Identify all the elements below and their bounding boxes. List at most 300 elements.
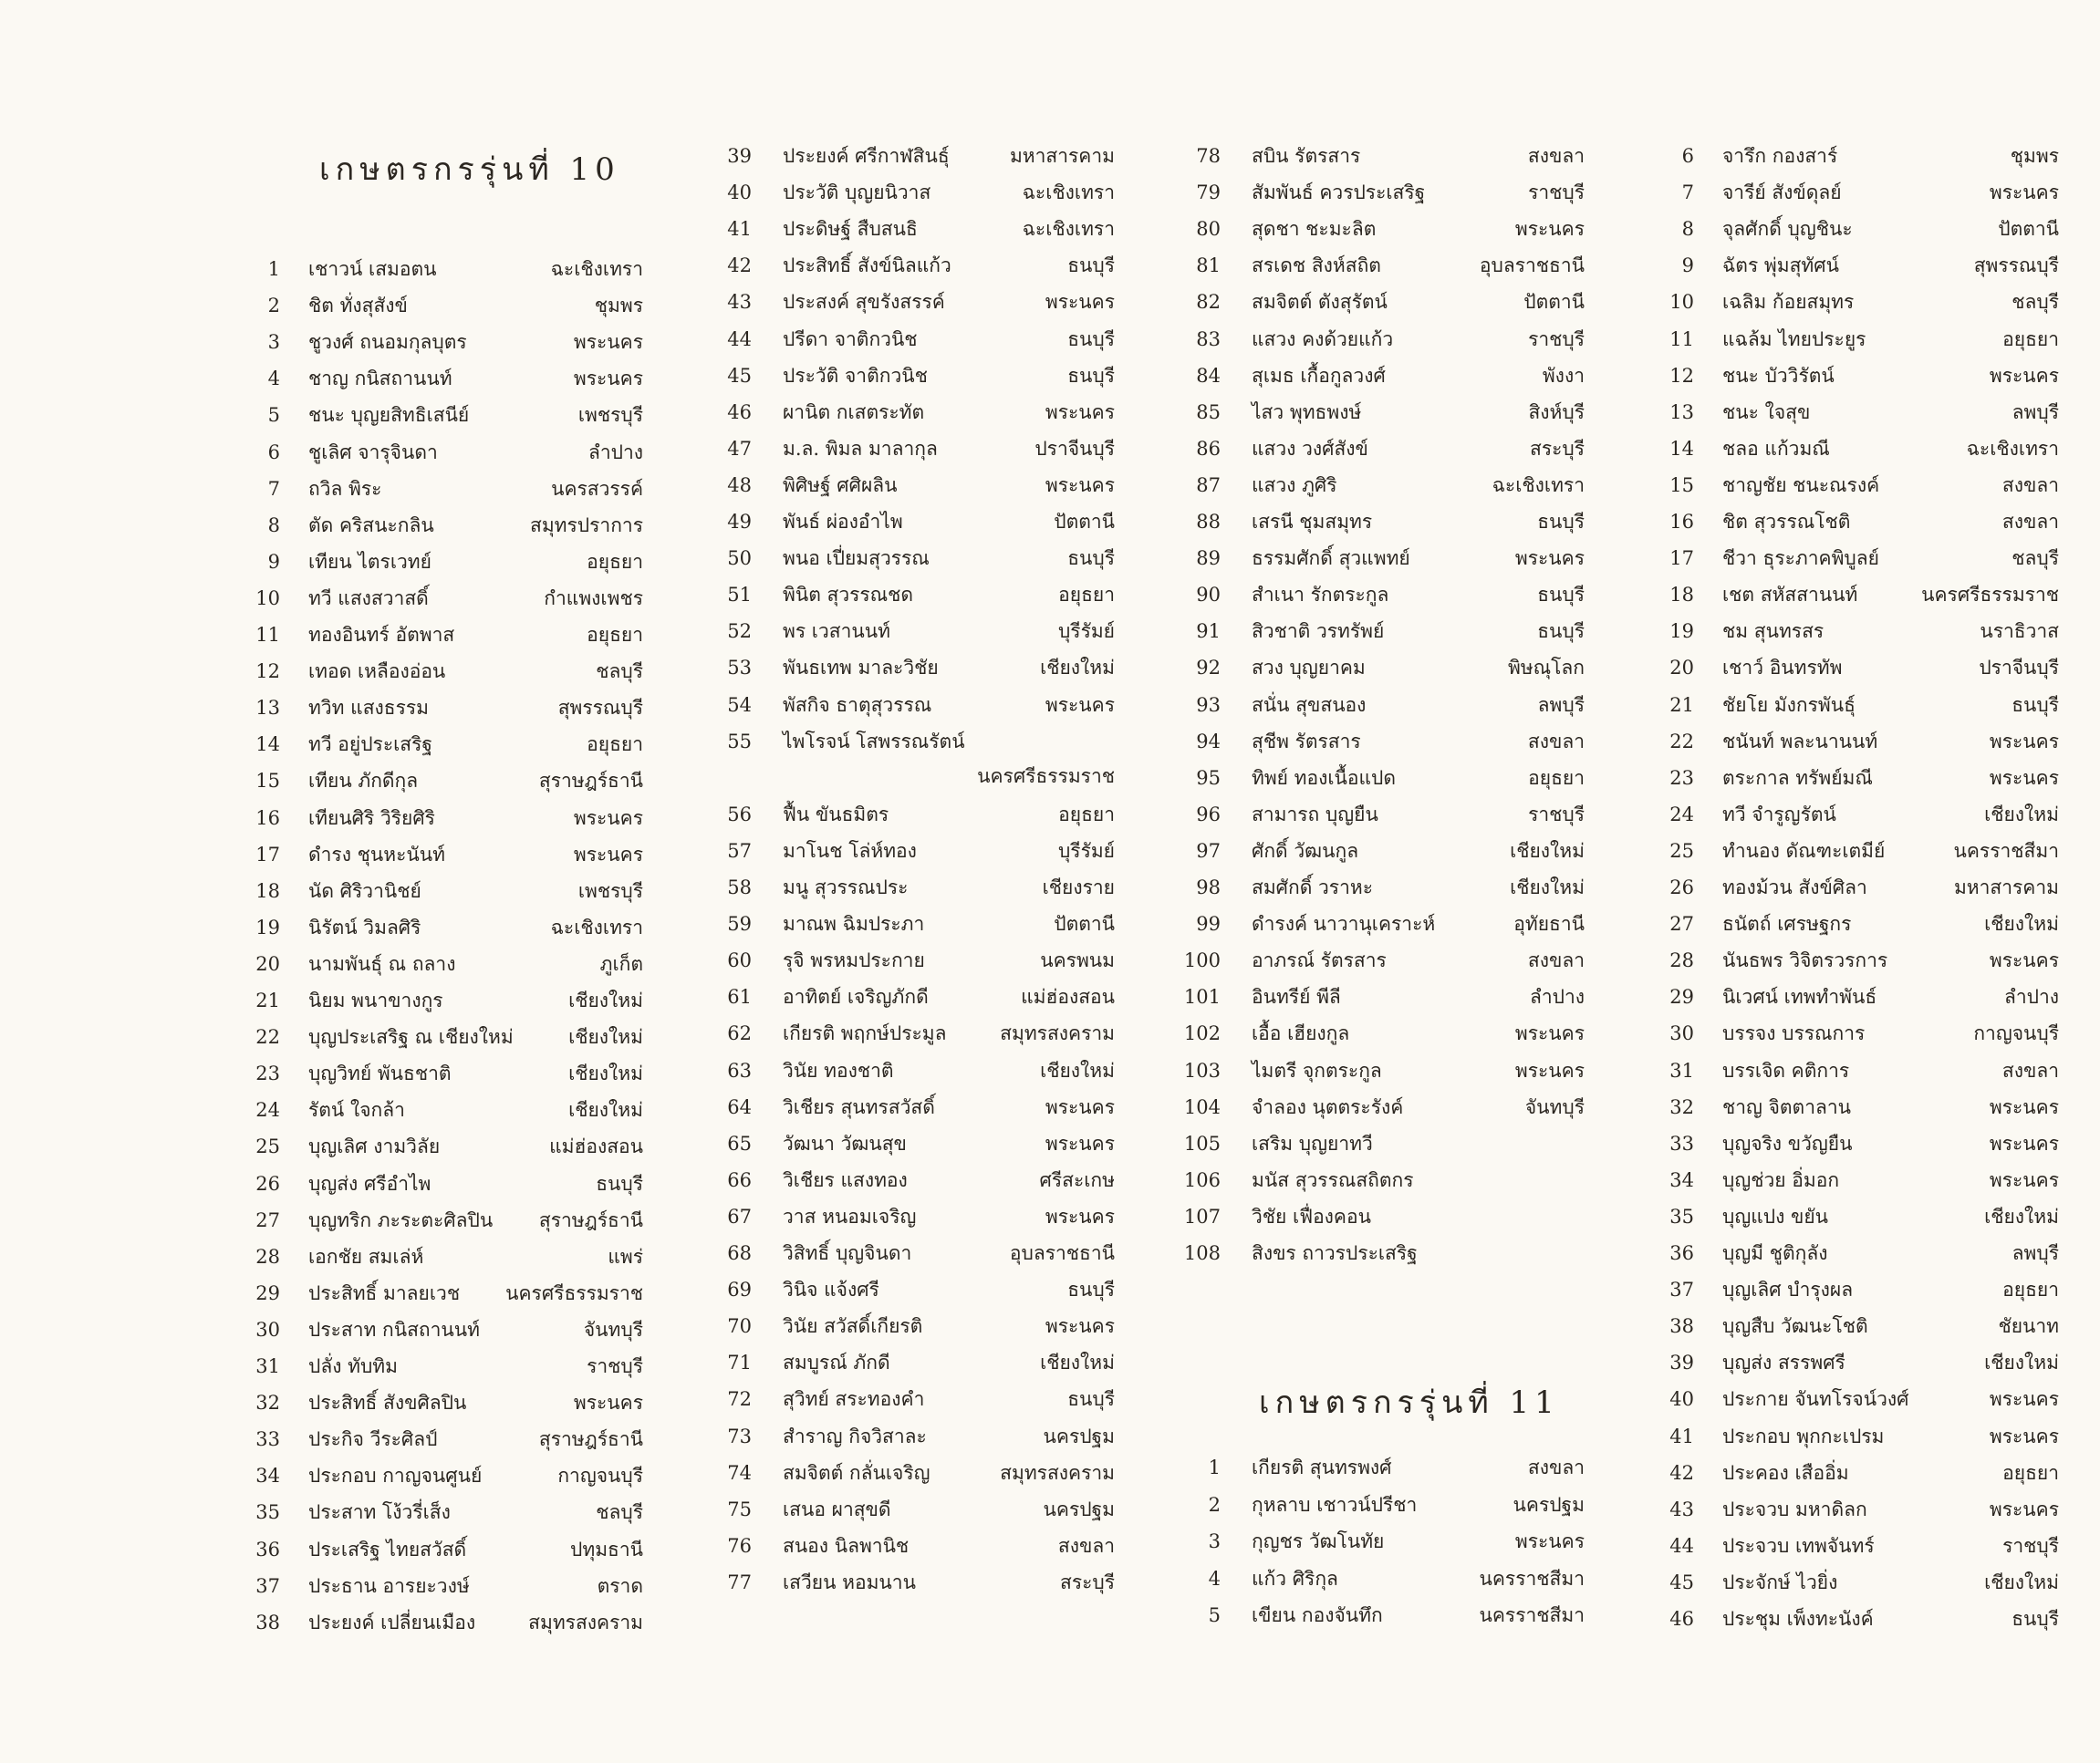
farmer-name: ประกิจ วีระศิลป์	[308, 1428, 438, 1451]
province: ธนบุรี	[1067, 1279, 1115, 1302]
farmer-name: บุญประเสริฐ ณ เชียงใหม่	[308, 1026, 514, 1049]
province: ตราด	[597, 1574, 643, 1597]
entry-number: 22	[255, 1026, 280, 1049]
province: ลำปาง	[1529, 986, 1585, 1009]
farmer-name: ฉัตร พุ่มสุทัศน์	[1722, 254, 1839, 277]
entry-number: 79	[1196, 181, 1221, 204]
farmer-name: เสริม บุญยาทวี	[1252, 1132, 1373, 1155]
province: ปัตตานี	[1998, 218, 2059, 241]
farmer-name: ชาญ จิตตาลาน	[1722, 1095, 1852, 1118]
province: จันทบุรี	[583, 1318, 643, 1341]
province: เชียงใหม่	[1040, 657, 1115, 679]
province: มหาสารคาม	[1009, 145, 1115, 167]
entry-number: 31	[1669, 1059, 1694, 1082]
entry-number: 59	[727, 913, 752, 936]
province: บุรีรัมย์	[1057, 839, 1115, 862]
farmer-name: บุญทริก ภะระตะศิลปิน	[308, 1208, 494, 1231]
farmer-name: เทอด เหลืองอ่อน	[308, 660, 446, 683]
entry-number: 95	[1196, 766, 1221, 789]
province: สุพรรณบุรี	[1973, 254, 2059, 277]
entry-number: 5	[267, 404, 280, 427]
province: ชลบุรี	[2012, 291, 2059, 314]
farmer-name: เอื้อ เฮียงกูล	[1252, 1022, 1350, 1045]
province: อุบลราชธานี	[1009, 1242, 1115, 1264]
entry-number: 107	[1183, 1205, 1221, 1228]
farmer-name: อาภรณ์ รัตรสาร	[1252, 949, 1387, 972]
farmer-name: อาทิตย์ เจริญภักดี	[783, 986, 929, 1009]
farmer-name: ทองอินทร์ อัตพาส	[308, 624, 455, 646]
farmer-name: แสวง วงศ์สังข์	[1252, 437, 1368, 460]
province: ปัตตานี	[1523, 291, 1585, 314]
province: พระนคร	[1045, 473, 1115, 496]
entry-number: 26	[1669, 876, 1694, 898]
entry-number: 4	[1208, 1567, 1221, 1590]
farmer-name: สวง บุญยาคม	[1252, 657, 1366, 679]
entry-number: 55	[727, 730, 752, 752]
entry-number: 16	[255, 806, 280, 829]
province: ธนบุรี	[1067, 254, 1115, 277]
entry-number: 96	[1196, 803, 1221, 825]
entry-number: 4	[267, 368, 280, 390]
province: นครปฐม	[1043, 1498, 1115, 1520]
entry-number: 38	[255, 1611, 280, 1633]
entry-number: 57	[727, 839, 752, 862]
farmer-name: ทวิท แสงธรรม	[308, 697, 429, 720]
province: ปราจีนบุรี	[1979, 657, 2059, 679]
list-item	[0, 614, 2100, 648]
province: อยุธยา	[2002, 1461, 2059, 1484]
farmer-name: ทวี แสงสวาสดิ์	[308, 586, 429, 609]
farmer-name: วิสิทธิ์ บุญจินดา	[783, 1242, 912, 1264]
entry-number: 83	[1196, 327, 1221, 350]
province: พระนคร	[1514, 1059, 1585, 1082]
farmer-name: นัด ศิริวานิชย์	[308, 879, 421, 902]
farmer-name: มาโนช โล่ห์ทอง	[783, 839, 917, 862]
list-item	[0, 1456, 2100, 1490]
entry-number: 41	[1669, 1425, 1694, 1447]
entry-number: 82	[1196, 291, 1221, 314]
entry-number: 50	[727, 547, 752, 570]
farmer-name: พันธเทพ มาละวิชัย	[783, 657, 939, 679]
farmer-name: กุหลาบ เชาวน์ปรีชา	[1252, 1493, 1418, 1516]
province: กาญจนบุรี	[1973, 1022, 2059, 1045]
entry-number: 30	[255, 1318, 280, 1341]
entry-number: 31	[255, 1355, 280, 1377]
farmer-name: นิเวศน์ เทพทำพันธ์	[1722, 986, 1877, 1009]
province: นราธิวาส	[1980, 620, 2059, 643]
farmer-name: รัตน์ ใจกล้า	[308, 1099, 405, 1122]
entry-number: 21	[1669, 693, 1694, 716]
province: เชียงใหม่	[1984, 1205, 2059, 1228]
province: ชลบุรี	[596, 1501, 643, 1524]
farmer-name: ประคอง เสืออิ่ม	[1722, 1461, 1849, 1484]
entry-number: 16	[1669, 511, 1694, 533]
province: พระนคร	[1989, 1095, 2059, 1118]
province: เชียงใหม่	[1040, 1059, 1115, 1082]
province: ชัยนาท	[1998, 1315, 2059, 1338]
entry-number: 63	[727, 1059, 752, 1082]
entry-number: 52	[727, 620, 752, 643]
entry-number: 17	[255, 843, 280, 866]
farmer-name: ประจักษ์ ไวยิ่ง	[1722, 1571, 1838, 1593]
farmer-name: เชาว์ อินทรทัพ	[1722, 657, 1843, 679]
entry-number: 24	[255, 1099, 280, 1122]
entry-number: 90	[1196, 584, 1221, 607]
province: พระนคร	[1045, 1205, 1115, 1228]
list-item	[0, 175, 2100, 210]
province: กาญจนบุรี	[557, 1465, 643, 1488]
farmer-name: ทำนอง ดัณฑะเตมีย์	[1722, 839, 1886, 862]
province: สุราษฎร์ธานี	[538, 770, 643, 793]
list-item	[0, 943, 2100, 978]
province: พระนคร	[1989, 1388, 2059, 1411]
entry-number: 45	[1669, 1571, 1694, 1593]
farmer-name: มนู สุวรรณประ	[783, 876, 909, 898]
entry-number: 24	[1669, 803, 1694, 825]
province: สงขลา	[1527, 949, 1585, 972]
farmer-name: เฉลิม ก้อยสมุทร	[1722, 291, 1855, 314]
farmer-name: อินทรีย์ พีลี	[1252, 986, 1341, 1009]
province: ศรีสะเกษ	[1039, 1168, 1115, 1191]
province: เชียงราย	[1042, 876, 1115, 898]
farmer-name: พิศิษฐ์ ศศิผลิน	[783, 473, 898, 496]
province: แม่ฮ่องสอน	[549, 1136, 643, 1158]
entry-number: 68	[727, 1242, 752, 1264]
entry-number: 46	[1669, 1608, 1694, 1630]
entry-number: 29	[1669, 986, 1694, 1009]
province: อยุธยา	[2002, 327, 2059, 350]
province: เชียงใหม่	[568, 990, 643, 1011]
entry-number: 14	[255, 733, 280, 756]
entry-number: 32	[255, 1392, 280, 1415]
entry-number: 11	[1669, 327, 1694, 350]
farmer-name: พนอ เปี่ยมสุวรรณ	[783, 547, 930, 570]
province: พระนคร	[1989, 1168, 2059, 1191]
province: พระนคร	[1989, 730, 2059, 752]
farmer-name: สิงขร ถาวรประเสริฐ	[1252, 1242, 1418, 1264]
province: อยุธยา	[1058, 803, 1115, 825]
entry-number: 11	[255, 624, 280, 646]
entry-number: 99	[1196, 913, 1221, 936]
province: ฉะเชิงเทรา	[550, 258, 643, 280]
entry-number: 105	[1183, 1132, 1221, 1155]
list-item	[0, 1236, 2100, 1270]
farmer-name: แสวง ภูศิริ	[1252, 473, 1337, 496]
province: ลพบุรี	[1537, 693, 1585, 716]
farmer-name: มาณพ ฉิมประภา	[783, 913, 925, 936]
farmer-name: วิเชียร สุนทรสวัสดิ์	[783, 1095, 935, 1118]
entry-number: 44	[1669, 1534, 1694, 1557]
province: สงขลา	[1527, 730, 1585, 752]
farmer-name: ประกาย จันทโรจน์วงศ์	[1722, 1388, 1909, 1411]
farmer-name: ประวัติ บุญยนิวาส	[783, 181, 931, 204]
farmer-name: ประดิษฐ์ สืบสนธิ	[783, 218, 918, 241]
province: พิษณุโลก	[1507, 657, 1585, 679]
entry-number: 42	[727, 254, 752, 277]
entry-number: 56	[727, 803, 752, 825]
farmer-name: สมจิตต์ กลั่นเจริญ	[783, 1461, 930, 1484]
list-item	[0, 980, 2100, 1014]
farmer-name: จารึก กองสาร์	[1722, 145, 1838, 167]
farmer-name: ธนัตถ์ เศรษฐกร	[1722, 913, 1852, 936]
entry-number: 80	[1196, 218, 1221, 241]
entry-number: 13	[1669, 400, 1694, 423]
province: เชียงใหม่	[1984, 1352, 2059, 1374]
farmer-name: สนอง นิลพานิช	[783, 1534, 910, 1557]
farmer-name: ชูวงศ์ ถนอมกุลบุตร	[308, 331, 467, 354]
entry-number: 18	[1669, 584, 1694, 607]
province: บุรีรัมย์	[1057, 620, 1115, 643]
farmer-name: นามพันธุ์ ณ ถลาง	[308, 952, 456, 975]
province: ปัตตานี	[1054, 913, 1115, 936]
province: ชุมพร	[594, 295, 643, 317]
list-item	[0, 395, 2100, 430]
province: ธนบุรี	[1067, 327, 1115, 350]
entry-number: 77	[727, 1571, 752, 1593]
list-item	[0, 248, 2100, 283]
farmer-name: ชัยโย มังกรพันธุ์	[1722, 693, 1856, 716]
farmer-name: ไมตรี จุกตระกูล	[1252, 1059, 1382, 1082]
farmer-name: จารีย์ สังข์ดุลย์	[1722, 181, 1842, 204]
list-item	[0, 285, 2100, 319]
province: ราชบุรี	[1528, 181, 1585, 204]
entry-number: 65	[727, 1132, 752, 1155]
entry-number: 14	[1669, 437, 1694, 460]
entry-number: 88	[1196, 511, 1221, 533]
farmer-name: จำลอง นุตตระรังค์	[1252, 1095, 1404, 1118]
entry-number: 3	[267, 331, 280, 354]
entry-number: 12	[255, 660, 280, 683]
farmer-name: สัมพันธ์ ควรประเสริฐ	[1252, 181, 1426, 204]
province: พระนคร	[573, 843, 643, 866]
province: แพร่	[608, 1245, 643, 1268]
entry-number: 61	[727, 986, 752, 1009]
farmer-name: ชนะ บัววิรัตน์	[1722, 364, 1835, 387]
entry-number: 69	[727, 1279, 752, 1302]
farmer-name: เชาวน์ เสมอตน	[308, 258, 437, 280]
entry-number: 18	[255, 879, 280, 902]
list-item	[0, 212, 2100, 246]
province: ธนบุรี	[1067, 1388, 1115, 1411]
farmer-name: ชนะ ใจสุข	[1722, 400, 1811, 423]
farmer-name: สำราญ กิจวิสาละ	[783, 1425, 927, 1447]
farmer-name: บุญมี ชูติกุลัง	[1722, 1242, 1828, 1264]
province: ลพบุรี	[2012, 1242, 2059, 1264]
entry-number: 44	[727, 327, 752, 350]
entry-number: 53	[727, 657, 752, 679]
province: สมุทรสงคราม	[1000, 1461, 1115, 1484]
entry-number: 74	[727, 1461, 752, 1484]
entry-number: 106	[1183, 1168, 1221, 1191]
entry-number: 26	[255, 1172, 280, 1195]
province: ปทุมธานี	[570, 1538, 643, 1561]
province: อยุธยา	[587, 624, 643, 646]
province: นครปฐม	[1043, 1425, 1115, 1447]
entry-number: 34	[1669, 1168, 1694, 1191]
province: ฉะเชิงเทรา	[1022, 218, 1115, 241]
farmer-name: ดำรงค์ นาวานุเคราะห์	[1252, 913, 1436, 936]
farmer-name: ไพโรจน์ โสพรรณรัตน์	[783, 730, 965, 752]
entry-number: 20	[1669, 657, 1694, 679]
entry-number: 35	[255, 1501, 280, 1524]
entry-number: 15	[255, 770, 280, 793]
entry-number: 8	[267, 513, 280, 536]
province: ชลบุรี	[2012, 547, 2059, 570]
farmer-name: สุชีพ รัตรสาร	[1252, 730, 1361, 752]
entry-number: 42	[1669, 1461, 1694, 1484]
farmer-name: กุญชร วัฒโนทัย	[1252, 1530, 1385, 1552]
entry-number: 72	[727, 1388, 752, 1411]
entry-number: 25	[255, 1136, 280, 1158]
province: พระนคร	[1514, 547, 1585, 570]
farmer-name: ประสาท กนิสถานนท์	[308, 1318, 480, 1341]
farmer-name: สบิน รัตรสาร	[1252, 145, 1361, 167]
farmer-name: เชต สหัสสานนท์	[1722, 584, 1858, 607]
list-item	[0, 650, 2100, 685]
farmer-name: บุญส่ง ศรีอำไพ	[308, 1172, 431, 1195]
province: ปัตตานี	[1054, 511, 1115, 533]
list-item	[0, 577, 2100, 612]
province: นครพนม	[1040, 949, 1115, 972]
farmer-name: ประจวบ เทพจันทร์	[1722, 1534, 1875, 1557]
province: เพชรบุรี	[577, 879, 643, 902]
province: สมุทรสงคราม	[1000, 1022, 1115, 1045]
farmer-name: ประสาท โง้วรี่เส็ง	[308, 1501, 451, 1524]
entry-number: 103	[1183, 1059, 1221, 1082]
province: อยุธยา	[587, 550, 643, 573]
province: เชียงใหม่	[568, 1063, 643, 1085]
province: พระนคร	[1514, 1022, 1585, 1045]
entry-number: 91	[1196, 620, 1221, 643]
entry-number: 9	[267, 550, 280, 573]
farmer-name: สมจิตต์ ตังสุรัตน์	[1252, 291, 1388, 314]
province: นครศรีธรรมราช	[505, 1281, 643, 1304]
entry-number: 36	[255, 1538, 280, 1561]
entry-number: 60	[727, 949, 752, 972]
province: อุบลราชธานี	[1479, 254, 1585, 277]
entry-number: 81	[1196, 254, 1221, 277]
province: ธนบุรี	[2012, 1608, 2059, 1630]
farmer-name: ดำรง ชุนหะนันท์	[308, 843, 445, 866]
province: ลำปาง	[587, 441, 643, 463]
farmer-name: ชาญ กนิสถานนท์	[308, 368, 452, 390]
province: อยุธยา	[587, 733, 643, 756]
province: เชียงใหม่	[1984, 913, 2059, 936]
farmer-name: วาส หนอมเจริญ	[783, 1205, 917, 1228]
farmer-name: บุญส่ง สรรพศรี	[1722, 1352, 1845, 1374]
province: สมุทรปราการ	[530, 513, 643, 536]
entry-number: 23	[1669, 766, 1694, 789]
farmer-name: วิชัย เฟื่องคอน	[1252, 1205, 1371, 1228]
farmer-name: ตระกาล ทรัพย์มณี	[1722, 766, 1873, 789]
farmer-name: วินิจ แจ้งศรี	[783, 1279, 879, 1302]
farmer-name: ชิต สุวรรณโชติ	[1722, 511, 1851, 533]
farmer-name: รุจิ พรหมประกาย	[783, 949, 925, 972]
entry-number: 39	[727, 145, 752, 167]
entry-number: 29	[255, 1281, 280, 1304]
list-item	[0, 322, 2100, 357]
province: สระบุรี	[1530, 437, 1585, 460]
entry-number: 6	[267, 441, 280, 463]
farmer-name: วัฒนา วัฒนสุข	[783, 1132, 907, 1155]
entry-number: 94	[1196, 730, 1221, 752]
entry-number: 32	[1669, 1095, 1694, 1118]
farmer-name: ชาญชัย ชนะณรงค์	[1722, 473, 1880, 496]
entry-number: 43	[1669, 1498, 1694, 1520]
province: เชียงใหม่	[1984, 1571, 2059, 1593]
farmer-name: ประธาน อารยะวงษ์	[308, 1574, 470, 1597]
list-item	[0, 1602, 2100, 1636]
list-item	[0, 1199, 2100, 1234]
province: สุราษฎร์ธานี	[538, 1208, 643, 1231]
entry-number: 73	[727, 1425, 752, 1447]
province: เชียงใหม่	[1984, 803, 2059, 825]
farmer-name: พันธ์ ผ่องอำไพ	[783, 511, 903, 533]
province: นครศรีธรรมราช	[977, 764, 1115, 787]
province: เชียงใหม่	[1510, 839, 1585, 862]
entry-number: 33	[1669, 1132, 1694, 1155]
entry-number: 13	[255, 697, 280, 720]
farmer-name: เทียน ไตรเวทย์	[308, 550, 431, 573]
farmer-name: ชีวา ธุระภาคพิบูลย์	[1722, 547, 1879, 570]
list-item	[0, 724, 2100, 759]
entry-number: 23	[255, 1063, 280, 1085]
province: นครราชสีมา	[1953, 839, 2059, 862]
farmer-name: แก้ว ศิริกุล	[1252, 1567, 1338, 1590]
province: สระบุรี	[1060, 1571, 1115, 1593]
farmer-name: บุญเลิศ บำรุงผล	[1722, 1279, 1854, 1302]
entry-number: 12	[1669, 364, 1694, 387]
entry-number: 104	[1183, 1095, 1221, 1118]
entry-number: 34	[255, 1465, 280, 1488]
province: นครปฐม	[1513, 1493, 1585, 1516]
farmer-name: ประสิทธิ์ สังขศิลปิน	[308, 1392, 467, 1415]
province: เชียงใหม่	[1510, 876, 1585, 898]
entry-number: 48	[727, 473, 752, 496]
province: ราชบุรี	[587, 1355, 643, 1377]
entry-number: 58	[727, 876, 752, 898]
farmer-name: สำเนา รักตระกูล	[1252, 584, 1389, 607]
entry-number: 28	[255, 1245, 280, 1268]
farmer-name: สมบูรณ์ ภักดี	[783, 1352, 890, 1374]
province: ราชบุรี	[1528, 327, 1585, 350]
entry-number: 64	[727, 1095, 752, 1118]
farmer-name: ชม สุนทรสร	[1722, 620, 1825, 643]
province: พระนคร	[1989, 364, 2059, 387]
entry-number: 71	[727, 1352, 752, 1374]
province: เชียงใหม่	[568, 1099, 643, 1122]
list-item	[0, 1090, 2100, 1125]
farmer-name: ผานิต กเสตระทัต	[783, 400, 925, 423]
farmer-name: ทวี จำรูญรัตน์	[1722, 803, 1836, 825]
farmer-name: ปรีดา จาติกวนิช	[783, 327, 918, 350]
province: พระนคร	[1045, 400, 1115, 423]
entry-number: 41	[727, 218, 752, 241]
entry-number: 40	[1669, 1388, 1694, 1411]
farmer-name: เอกชัย สมเล่ห์	[308, 1245, 424, 1268]
province: แม่ฮ่องสอน	[1021, 986, 1115, 1009]
list-item	[0, 870, 2100, 905]
province: พระนคร	[1045, 1132, 1115, 1155]
entry-number: 28	[1669, 949, 1694, 972]
entry-number: 98	[1196, 876, 1221, 898]
farmer-name: ประยงค์ เปลี่ยนเมือง	[308, 1611, 476, 1633]
province: ชุมพร	[2010, 145, 2059, 167]
farmer-name: สุเมธ เกื้อกูลวงศ์	[1252, 364, 1386, 387]
farmer-name: เสนอ ผาสุขดี	[783, 1498, 891, 1520]
farmer-name: เสวียน หอมนาน	[783, 1571, 916, 1593]
entry-number: 1	[1208, 1457, 1221, 1478]
